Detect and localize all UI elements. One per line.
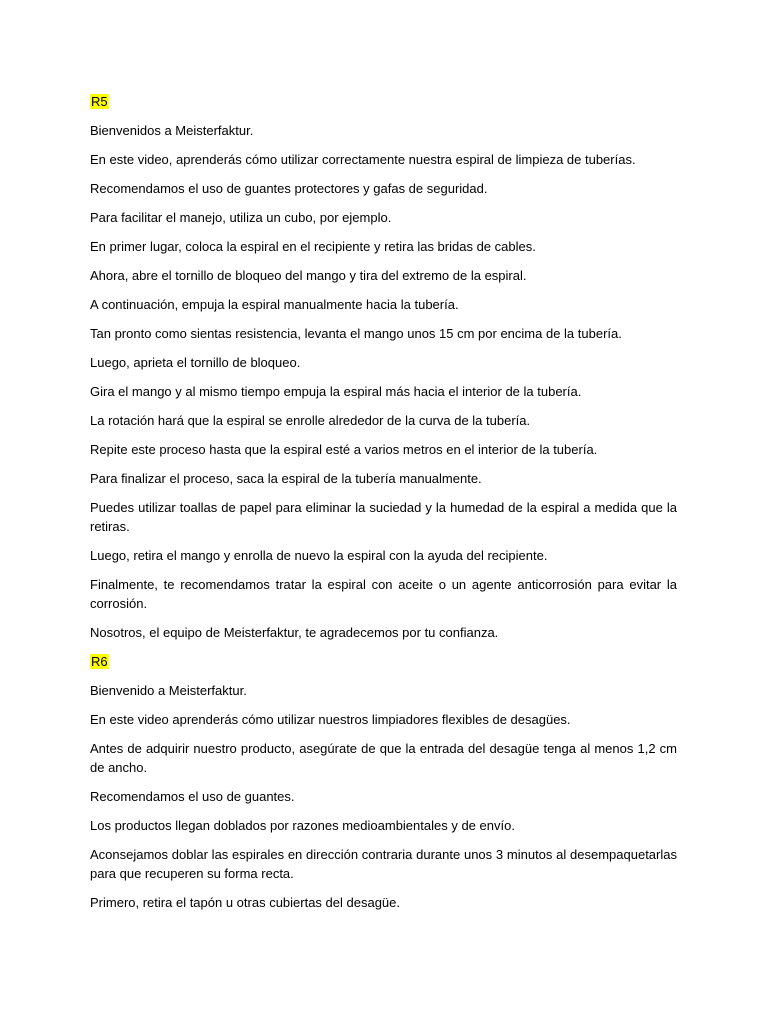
paragraph: Bienvenidos a Meisterfaktur. <box>90 123 254 138</box>
paragraph: Finalmente, te recomendamos tratar la espiral con aceite o un agente anticorrosión para evitar la corrosión. <box>90 577 677 611</box>
paragraph: Gira el mango y al mismo tiempo empuja la espiral más hacia el interior de la tubería. <box>90 384 582 399</box>
paragraph: Puedes utilizar toallas de papel para eliminar la suciedad y la humedad de la espiral a medida que la retiras. <box>90 500 677 534</box>
paragraph: Los productos llegan doblados por razones medioambientales y de envío. <box>90 818 515 833</box>
paragraph: Para finalizar el proceso, saca la espiral de la tubería manualmente. <box>90 471 482 486</box>
paragraph: Antes de adquirir nuestro producto, asegúrate de que la entrada del desagüe tenga al menos 1,2 cm de ancho. <box>90 741 677 775</box>
paragraph: En primer lugar, coloca la espiral en el recipiente y retira las bridas de cables. <box>90 239 536 254</box>
paragraph: Nosotros, el equipo de Meisterfaktur, te agradecemos por tu confianza. <box>90 625 499 640</box>
paragraph: Luego, retira el mango y enrolla de nuevo la espiral con la ayuda del recipiente. <box>90 548 548 563</box>
paragraph: Recomendamos el uso de guantes. <box>90 789 295 804</box>
paragraph: Para facilitar el manejo, utiliza un cubo, por ejemplo. <box>90 210 392 225</box>
paragraph: Aconsejamos doblar las espirales en dirección contraria durante unos 3 minutos al desempaquetarlas para que recuperen su forma recta. <box>90 847 677 881</box>
paragraph: A continuación, empuja la espiral manualmente hacia la tubería. <box>90 297 459 312</box>
highlighted-heading: R5 <box>91 94 108 109</box>
paragraph: Luego, aprieta el tornillo de bloqueo. <box>90 355 301 370</box>
section-heading-r5 <box>90 92 677 111</box>
paragraph: Primero, retira el tapón u otras cubiertas del desagüe. <box>90 895 401 910</box>
paragraph: Recomendamos el uso de guantes protectores y gafas de seguridad. <box>90 181 488 196</box>
paragraph: Tan pronto como sientas resistencia, levanta el mango unos 15 cm por encima de la tubería. <box>90 326 622 341</box>
paragraph: En este video, aprenderás cómo utilizar correctamente nuestra espiral de limpieza de tuberías. <box>90 152 636 167</box>
paragraph: Ahora, abre el tornillo de bloqueo del mango y tira del extremo de la espiral. <box>90 268 527 283</box>
paragraph: Repite este proceso hasta que la espiral esté a varios metros en el interior de la tubería. <box>90 442 598 457</box>
paragraph: En este video aprenderás cómo utilizar nuestros limpiadores flexibles de desagües. <box>90 712 571 727</box>
paragraph: Bienvenido a Meisterfaktur. <box>90 683 247 698</box>
section-heading-r6 <box>90 652 677 671</box>
document-page <box>90 92 677 922</box>
highlighted-heading: R6 <box>91 654 108 669</box>
paragraph: La rotación hará que la espiral se enrolle alrededor de la curva de la tubería. <box>90 413 531 428</box>
